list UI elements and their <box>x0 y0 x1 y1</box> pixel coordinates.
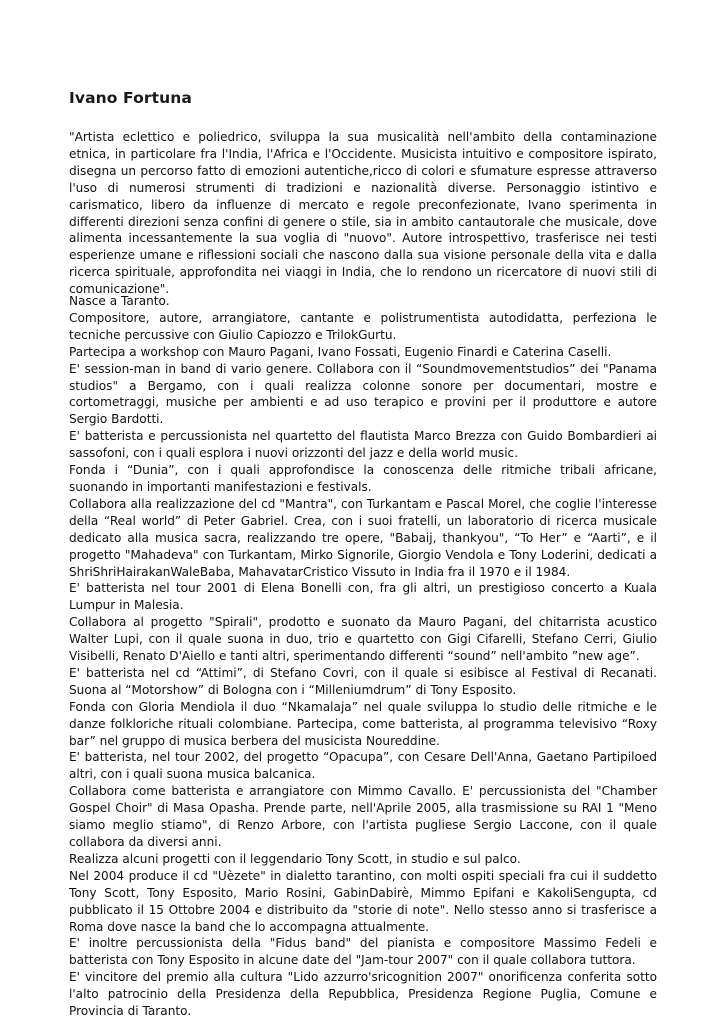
bio-paragraph: Nel 2004 produce il cd "Uèzete" in dialetto tarantino, con molti ospiti speciali fra cui il suddetto Tony Scott, Tony Esposito, Mario Rosini, GabinDabirè, Mimmo Epifani e KakoliSengupta, cd pubblicato il 15 Ottobre 2004 e distribuito da "storie di note". Nello stesso anno si trasferisce a Roma dove nasce la band che lo accompagna attualmente. <box>69 868 657 934</box>
bio-paragraph: Collabora alla realizzazione del cd "Mantra", con Turkantam e Pascal Morel, che coglie l'interesse della “Real world” di Peter Gabriel. Crea, con i suoi fratelli, un laboratorio di ricerca musicale dedicato alla musica sacra, realizzando tre opere, "Babaij, thankyou", “To Her” e “Aarti”, e il progetto "Mahadeva" con Turkantam, Mirko Signorile, Giorgio Vendola e Tony Loderini, dedicati a ShriShriHairakanWaleBaba, MahavatarCristico Vissuto in India fra il 1970 e il 1984. <box>69 496 657 579</box>
intro-quote <box>69 129 657 298</box>
bio-paragraph: Fonda i “Dunia”, con i quali approfondisce la conoscenza delle ritmiche tribali africane, suonando in importanti manifestazioni e festivals. <box>69 463 657 494</box>
bio-paragraph: Nasce a Taranto. <box>69 294 170 308</box>
biography <box>69 293 657 1020</box>
bio-paragraph: Collabora come batterista e arrangiatore con Mimmo Cavallo. E' percussionista del "Chamber Gospel Choir" di Masa Opasha. Prende parte, nell'Aprile 2005, alla trasmissione su RAI 1 "Meno siamo meglio stiamo", di Renzo Arbore, con l'artista pugliese Sergio Laccone, con il quale collabora da diversi anni. <box>69 784 657 849</box>
bio-paragraph: E' session-man in band di vario genere. Collabora con il “Soundmovementstudios” dei "Panama studios" a Bergamo, con i quali realizza colonne sonore per documentari, mostre e cortometraggi, musiche per ambienti e ad uso terapico e provini per il produttore e autore Sergio Bardotti. <box>69 361 657 427</box>
bio-paragraph: E' batterista, nel tour 2002, del progetto “Opacupa”, con Cesare Dell'Anna, Gaetano Partipiloed altri, con i quali suona musica balcanica. <box>69 750 657 782</box>
bio-paragraph: E' batterista e percussionista nel quartetto del flautista Marco Brezza con Guido Bombardieri ai sassofoni, con i quali esplora i nuovi orizzonti del jazz e della world music. <box>69 429 657 461</box>
bio-paragraph: Compositore, autore, arrangiatore, cantante e polistrumentista autodidatta, perfeziona le tecniche percussive con Giulio Capiozzo e TrilokGurtu. <box>69 310 657 342</box>
bio-paragraph: Partecipa a workshop con Mauro Pagani, Ivano Fossati, Eugenio Finardi e Caterina Caselli. <box>69 344 612 359</box>
bio-paragraph: E' batterista nel cd “Attimi”, di Stefano Covri, con il quale si esibisce al Festival di Recanati. Suona al “Motorshow” di Bologna con i “Milleniumdrum” di Tony Esposito. <box>69 665 657 697</box>
bio-paragraph: Realizza alcuni progetti con il leggendario Tony Scott, in studio e sul palco. <box>69 851 521 866</box>
document-title: Ivano Fortuna <box>69 89 192 107</box>
bio-paragraph: E' inoltre percussionista della "Fidus band" del pianista e compositore Massimo Fedeli e batterista con Tony Esposito in alcune date del "Jam-tour 2007" con il quale collabora tuttora. <box>69 936 657 968</box>
intro-paragraph: "Artista eclettico e poliedrico, sviluppa la sua musicalità nell'ambito della contaminazione etnica, in particolare fra l'India, l'Africa e l'Occidente. Musicista intuitivo e compositore ispirato, disegna un percorso fatto di emozioni autentiche,ricco di colori e sfumature espresse attraverso l'uso di numerosi strumenti di tradizioni e nazionalità diverse. Personaggio istintivo e carismatico, libero da influenze di mercato e regole preconfezionate, Ivano sperimenta in differenti direzioni senza confini di genere o stile, sia in ambito cantautorale che musicale, dove alimenta incessantemente la sua voglia di "nuovo". Autore introspettivo, trasferisce nei testi esperienze umane e riflessioni sociali che nascono dalla sua visione personale della vita e dalla ricerca spirituale, approfondita nei viaqgi in India, che lo rendono un ricercatore di nuovi stili di comunicazione". <box>69 130 657 297</box>
bio-paragraph: E' vincitore del premio alla cultura "Lido azzurro'sricognition 2007" onorificenza conferita sotto l'alto patrocinio della Presidenza della Repubblica, Presidenza Regione Puglia, Comune e Provincia di Taranto. <box>69 970 657 1019</box>
bio-paragraph: Fonda con Gloria Mendiola il duo “Nkamalaja” nel quale sviluppa lo studio delle ritmiche e le danze folkloriche rituali colombiane. Partecipa, come batterista, al programma televisivo “Roxy bar” nel gruppo di musica berbera del musicista Noureddine. <box>69 699 657 748</box>
bio-paragraph: E' batterista nel tour 2001 di Elena Bonelli con, fra gli altri, un prestigioso concerto a Kuala Lumpur in Malesia. <box>69 581 657 613</box>
bio-paragraph: Collabora al progetto "Spirali", prodotto e suonato da Mauro Pagani, del chitarrista acustico Walter Lupi, con il quale suona in duo, trio e quartetto con Gigi Cifarelli, Stefano Cerri, Giulio Visibelli, Renato D'Aiello e tanti altri, sperimentando differenti “sound” nell'ambito ”new age”. <box>69 615 657 664</box>
